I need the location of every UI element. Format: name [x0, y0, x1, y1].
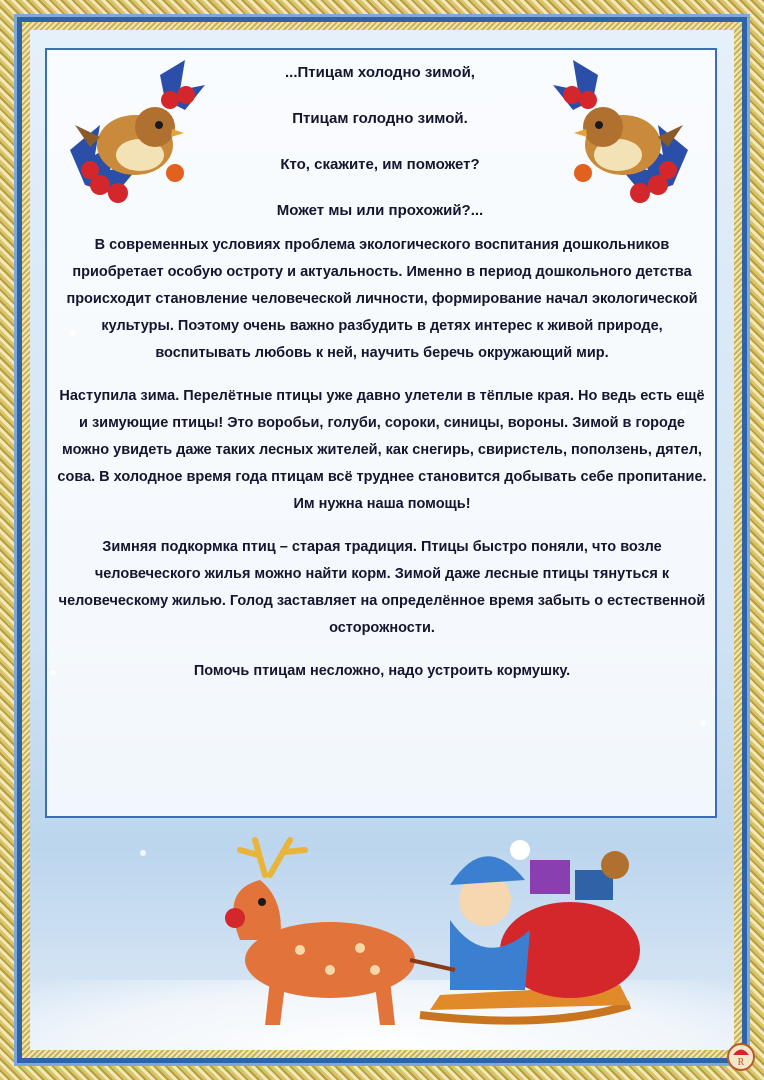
sparrow-with-holly-left-icon	[60, 55, 210, 215]
sparrow-with-holly-right-icon	[548, 55, 698, 215]
paragraph: В современных условиях проблема экологического воспитания дошкольников приобретает особую остроту и актуальность. Именно в период дошкольного детства происходит становление человеческой личности, формирование начал экологической культуры. Поэтому очень важно разбудить в детях интерес к живой природе, воспитывать любовь к ней, научить беречь окружающий мир.	[66, 237, 698, 361]
reindeer-sleigh-icon	[30, 820, 734, 1050]
poem-line: Может мы или прохожий?...	[276, 202, 484, 219]
paragraph: Наступила зима. Перелётные птицы уже давно улетели в тёплые края. Но ведь есть ещё и зимующие птицы! Это воробьи, голуби, сороки, синицы, вороны. Зимой в городе можно увидеть даже таких лесных жителей, как снегирь, свиристель, поползень, дятел, сова. В холодное время года птицам всё труднее становится добывать себе пропитание. Им нужна наша помощь!	[57, 388, 707, 512]
santa-hat-badge-icon	[726, 1042, 756, 1072]
paragraph: Помочь птицам несложно, надо устроить кормушку.	[193, 663, 571, 679]
article-body	[56, 232, 708, 701]
poem-line: ...Птицам холодно зимой,	[285, 64, 475, 81]
poem-line: Птицам голодно зимой.	[292, 110, 468, 127]
poem	[230, 56, 530, 240]
poem-line: Кто, скажите, им поможет?	[280, 156, 480, 173]
svg-text:R: R	[737, 1057, 745, 1068]
sleigh-illustration	[30, 820, 734, 1050]
paragraph: Зимняя подкормка птиц – старая традиция. Птицы быстро поняли, что возле человеческого жилья можно найти корм. Зимой даже лесные птицы тянуться к человеческому жилью. Голод заставляет на определённое время забыть о естественной осторожности.	[58, 539, 706, 636]
